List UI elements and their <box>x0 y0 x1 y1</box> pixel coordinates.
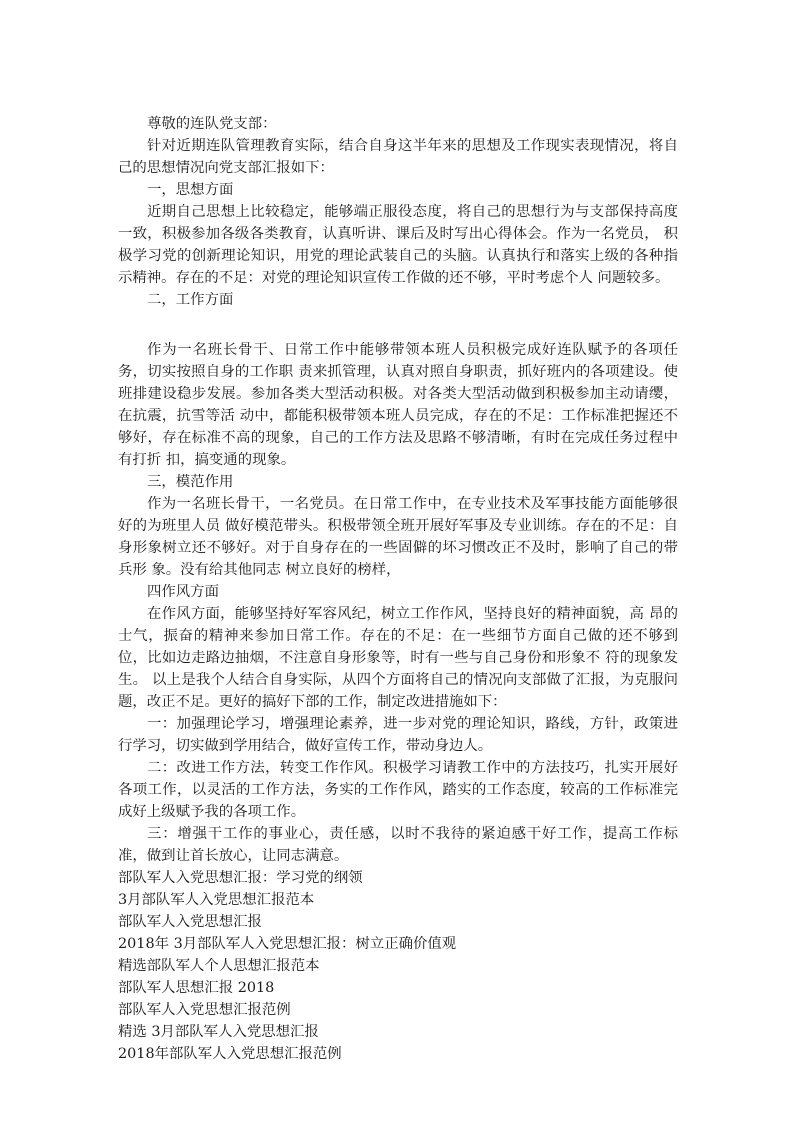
section-body-work: 作为一名班长骨干、日常工作中能够带领本班人员积极完成好连队赋予的各项任务，切实按照自身的工作职 责来抓管理，认真对照自身职责，抓好班内的各项建设。使班排建设稳步发展。参加各类大型活动积极。对各类大型活动做到积极参加主动请缨，在抗震，抗雪等活 动中，都能积极带领本班人员完成，存在的不足：工作标准把握还不够好，存在标准不高的现象，自己的工作方法及思路不够清晰，有时在完成任务过程中有打折 扣，搞变通的现象。 <box>118 342 678 468</box>
section-heading-model: 三，模范作用 <box>147 474 234 490</box>
section-heading-thought: 一，思想方面 <box>147 182 234 198</box>
related-article-link[interactable]: 部队军人入党思想汇报：学习党的纲领 <box>118 870 363 886</box>
measure-2: 二：改进工作方法，转变工作作风。积极学习请教工作中的方法技巧，扎实开展好各项工作，以灵活的工作方法，务实的工作作风，踏实的工作态度，较高的工作标准完成好上级赋予我的各项工作。 <box>118 760 678 820</box>
related-article-link[interactable]: 2018年部队军人入党思想汇报范例 <box>118 1046 342 1062</box>
section-heading-work: 二，工作方面 <box>147 292 234 308</box>
measure-3: 三：增强干工作的事业心，责任感，以时不我待的紧迫感干好工作，提高工作标准，做到让首长放心，让同志满意。 <box>118 826 678 864</box>
section-body-style: 在作风方面，能够坚持好军容风纪，树立工作作风，坚持良好的精神面貌，高 昂的士气，振奋的精神来参加日常工作。存在的不足：在一些细节方面自己做的还不够到位，比如边走路边抽烟，不注意自身形象等，时有一些与自己身份和形象不 符的现象发生。 以上是我个人结合自身实际，从四个方面将自己的情况向支部做了汇报，为克服问题，改正不足。更好的搞好下部的工作，制定改进措施如下： <box>118 606 678 710</box>
intro-paragraph: 针对近期连队管理教育实际，结合自身这半年来的思想及工作现实表现情况，将自己的思想情况向党支部汇报如下： <box>118 138 678 176</box>
section-body-model: 作为一名班长骨干，一名党员。在日常工作中，在专业技术及军事技能方面能够很好的为班里人员 做好模范带头。积极带领全班开展好军事及专业训练。存在的不足：自身形象树立还不够好。对于自身存在的一些固僻的坏习惯改正不及时，影响了自己的带兵形 象。没有给其他同志 树立良好的榜样， <box>118 496 678 578</box>
related-article-link[interactable]: 2018年 3月部队军人入党思想汇报：树立正确价值观 <box>118 936 457 952</box>
related-article-link[interactable]: 精选部队军人个人思想汇报范本 <box>118 958 320 974</box>
related-article-link[interactable]: 部队军人入党思想汇报 <box>118 914 262 930</box>
section-heading-style: 四作风方面 <box>147 584 219 600</box>
measure-1: 一：加强理论学习，增强理论素养，进一步对党的理论知识，路线，方针，政策进行学习，切实做到学用结合，做好宣传工作，带动身边人。 <box>118 716 678 754</box>
greeting: 尊敬的连队党支部： <box>147 116 277 132</box>
related-article-link[interactable]: 部队军人入党思想汇报范例 <box>118 1002 291 1018</box>
document-page <box>118 113 678 1065</box>
related-article-link[interactable]: 3月部队军人入党思想汇报范本 <box>118 892 315 908</box>
section-body-thought: 近期自己思想上比较稳定，能够端正服役态度，将自己的思想行为与支部保持高度一致，积极参加各级各类教育，认真听讲、课后及时写出心得体会。作为一名党员， 积极学习党的创新理论知识，用党的理论武装自己的头脑。认真执行和落实上级的各种指示精神。存在的不足：对党的理论知识宣传工作做的还不够，平时考虑个人 问题较多。 <box>118 204 678 286</box>
related-article-link[interactable]: 精选 3月部队军人入党思想汇报 <box>118 1024 319 1040</box>
related-articles-list <box>118 867 678 1065</box>
related-article-link[interactable]: 部队军人思想汇报 2018 <box>118 980 275 996</box>
spacer <box>118 311 678 339</box>
